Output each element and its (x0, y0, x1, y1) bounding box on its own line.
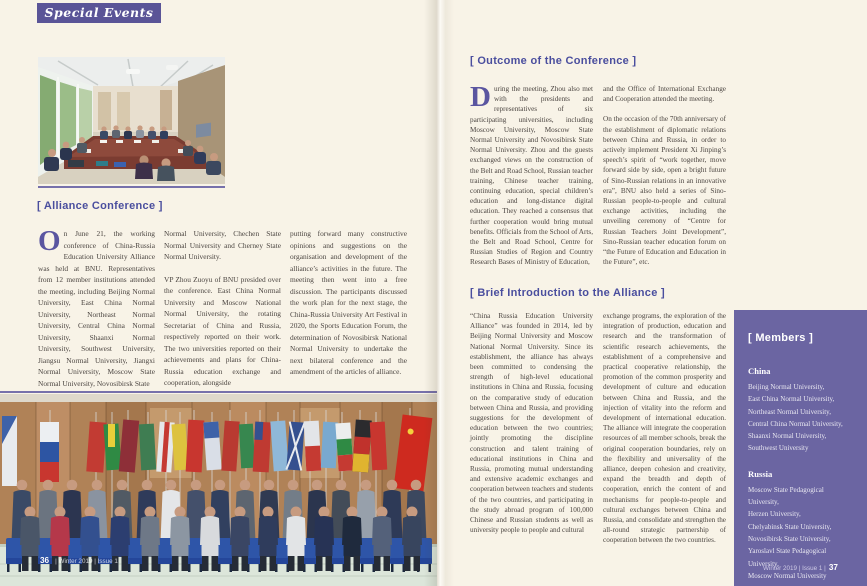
issue-label: | Winter 2019 | Issue 1 (55, 558, 118, 565)
paragraph: On the occasion of the 70th anniversary of the establishment of diplomatic relations between China and Russia, in order to actively implement President Xi Jinping’s speech’s spirit of “work together, move forward side by side, open a bright future of Sino-Russian relations in an innovative era”, BNU also held a series of Sino-Russian people-to-people and cultural exchange activities, including the unveiling ceremony of “Centre for Russian Teachers Joint Development”, Sino-Russian teacher education forum on “the Future of Education and Education in the Future”, etc. (603, 115, 726, 267)
university-item: Northeast Normal University, (748, 407, 831, 416)
conference-room-photo (38, 57, 225, 184)
university-item: Moscow Normal University (748, 571, 827, 580)
university-item: Central China Normal University, (748, 419, 843, 428)
members-title: [ Members ] (748, 332, 814, 344)
alliance-article-body (38, 225, 408, 400)
brief-body (470, 311, 726, 556)
university-item: Novosibirsk State University, (748, 534, 831, 543)
paragraph: uring the meeting, Zhou also met with the presidents and representatives of six participating universities, including Moscow University, Moscow State Normal University and Novosibirsk State Normal University. Zhou and the guests exchanged views on the construction of the Belt and Road School, Russian teacher training, Chinese teacher training, continuing education, special children’s education and long-distance digital education. They reached a consensus that further cooperation would bring mutual benefits. Officials from the School of Arts, the Belt and Road School, Centre for Russian Studies of Region and Country Research Bases of Ministry of Education, (470, 85, 593, 267)
university-item: Yaroslavl State Pedagogical University, (748, 547, 827, 568)
university-item: Southwest University (748, 444, 809, 453)
article-title: [ Alliance Conference ] (37, 200, 163, 212)
country-heading: Russia (748, 468, 773, 479)
issue-label: Winter 2019 | Issue 1 | (763, 565, 826, 572)
members-group-china (748, 366, 853, 455)
section-tag: Special Events (37, 3, 161, 23)
photo-divider-line (0, 391, 437, 393)
members-sidebar (734, 310, 867, 586)
text-column (470, 311, 593, 556)
paragraph: putting forward many constructive opinions and suggestions on the organisation and development of the alliance’s activities in the future. The meeting then went into a free discussion. The participants discussed the work plan for the next stage, the China-Russia University Art Festival in 2020, the Sports Education Forum, the determination of Novosibirsk National Normal University to undertake the next bilateral conference and the amendment of the articles of alliance. (290, 229, 408, 376)
text-column (38, 225, 155, 400)
country-heading: China (748, 366, 771, 376)
university-item: Moscow State Pedagogical University, (748, 485, 824, 507)
text-column (164, 228, 281, 400)
outcome-title: [ Outcome of the Conference ] (470, 55, 637, 67)
paragraph: n June 21, the working conference of China-Russia Education University Alliance was held at BNU. Representatives from 12 member institutions attended the meeting, including Beijing Normal University, East China Normal University, Northeast Normal University, Central China Normal University, Shaanxi Normal University, Southwest University, Jiangsu Normal University, Jiangxi Normal University, Moscow State Normal University, Novosibirsk State (38, 229, 155, 388)
drop-cap: O (38, 225, 61, 257)
university-item: Beijing Normal University, (748, 383, 825, 391)
paragraph: VP Zhou Zuoyu of BNU presided over the conference. East China Normal University and Moscow National Normal University, the rotating Secretariat of China and Russia, respectively reported on their work. The two universities reported on their achievements and plans for China-Russia education exchange and cooperation, alongside (164, 274, 281, 388)
page-number: 37 (828, 563, 838, 572)
text-column (290, 228, 407, 400)
right-page-footer (734, 563, 867, 572)
university-item: East China Normal University, (748, 395, 835, 404)
paragraph: Normal University, Chechen State Normal University and Cherney State Normal University. (164, 229, 281, 261)
paragraph: exchange programs, the exploration of the integration of production, education and research and the transformation of scientific research achievements, the establishment of a comprehensive and practical cooperative relationship, the promotion of the common prosperity and development of culture and education between China and Russia, and the injection of vitality into the reform and development of international education. The alliance will integrate the cooperation resources of all member schools, break the original cooperation boundaries, rely on the flexibility and universality of the alliance, deepen cohesion and creativity, expand the breadth and depth of cooperation, enrich the content of and mechanisms for people-to-people and cultural exchanges between China and Russia, and consolidate and strengthen the all-round strategic partnership of cooperation between the two countries. (603, 312, 726, 545)
text-column (470, 81, 593, 278)
brief-title: [ Brief Introduction to the Alliance ] (470, 287, 665, 299)
university-item: Shaanxi Normal University, (748, 432, 827, 441)
drop-cap: D (470, 81, 491, 113)
university-item: Herzen University, (748, 510, 801, 519)
text-column (603, 84, 726, 278)
paragraph: and the Office of International Exchange and Cooperation attended the meeting. (603, 85, 726, 104)
left-page-footer (40, 556, 118, 565)
text-column (603, 311, 726, 556)
photo-divider-line (38, 186, 225, 188)
outcome-body (470, 81, 726, 278)
paragraph: “China Russia Education University Alliance” was founded in 2014, led by Beijing Normal University and Moscow National Normal University. Since its establishment, the alliance has always been committed to condensing the strength of high-level educational institutions in China and Russia, focusing on the comparative study of education between China and Russia, and providing suggestions for the development of education between the two countries; jointly promoting the discipline construction and talent training of educational institutions in China and Russia, promoting mutual understanding and extensive academic exchanges and cooperation between teachers and students of the two countries, and participating in the study abroad program of 100,000 Chinese and Russian students as well as university people to people and cultural (470, 312, 593, 535)
page-number: 36 (40, 556, 50, 565)
university-item: Chelyabinsk State University, (748, 522, 832, 531)
